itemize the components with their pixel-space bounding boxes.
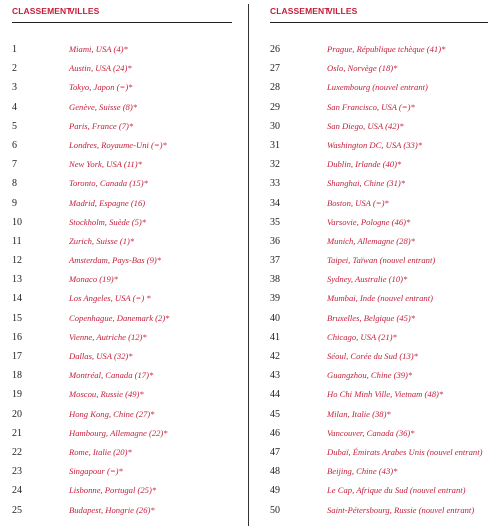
- column-header: [270, 6, 488, 18]
- rank-number: 1: [12, 44, 17, 55]
- city-name: Dallas, USA (32)*: [69, 351, 133, 361]
- city-name: Rome, Italie (20)*: [69, 446, 132, 457]
- header-rank-label: CLASSEMENT: [270, 6, 330, 16]
- rank-number: 37: [270, 255, 280, 267]
- ranking-row: [270, 43, 488, 62]
- rank-number: 43: [270, 370, 280, 382]
- ranking-row: [270, 388, 488, 407]
- city-name: Los Angeles, USA (=) *: [69, 293, 151, 304]
- ranking-row: [270, 81, 488, 100]
- city-name: San Diego, USA (42)*: [327, 120, 404, 131]
- rank-number: 17: [12, 351, 22, 362]
- ranking-row: [270, 120, 488, 139]
- rank-number: 2: [12, 63, 17, 75]
- rank-number: 10: [12, 216, 22, 228]
- city-name: Moscou, Russie (49)*: [69, 389, 144, 400]
- rank-number: 39: [270, 293, 280, 305]
- city-name: Boston, USA (=)*: [327, 197, 389, 208]
- ranking-row: [270, 465, 488, 484]
- rank-number: 6: [12, 139, 17, 151]
- ranking-column-right: [270, 0, 488, 530]
- rank-number: 46: [270, 427, 280, 439]
- rank-number: 35: [270, 216, 280, 228]
- ranking-row: [270, 216, 488, 235]
- ranking-row: [270, 331, 488, 350]
- rank-number: 36: [270, 235, 280, 247]
- city-name: Dubaï, Émirats Arabes Unis (nouvel entrant): [327, 446, 483, 457]
- city-name: Hambourg, Allemagne (22)*: [69, 427, 168, 438]
- ranking-row: [270, 197, 488, 216]
- city-name: Lisbonne, Portugal (25)*: [69, 485, 157, 496]
- ranking-column-left: [12, 0, 232, 530]
- city-name: Munich, Allemagne (28)*: [327, 235, 415, 246]
- ranking-row: [12, 504, 232, 523]
- city-name: San Francisco, USA (=)*: [327, 101, 415, 112]
- city-name: Stockholm, Suède (5)*: [69, 216, 147, 227]
- ranking-row: [12, 484, 232, 503]
- ranking-row: [270, 62, 488, 81]
- ranking-row: [12, 139, 232, 158]
- ranking-row: [12, 388, 232, 407]
- ranking-list-right: [270, 43, 488, 523]
- ranking-list-left: [12, 43, 232, 523]
- rank-number: 9: [12, 197, 17, 209]
- ranking-row: [270, 427, 488, 446]
- rank-number: 12: [12, 255, 22, 267]
- rank-number: 30: [270, 120, 280, 132]
- city-name: Londres, Royaume-Uni (=)*: [69, 139, 167, 150]
- ranking-row: [12, 331, 232, 350]
- city-name: Séoul, Corée du Sud (13)*: [327, 351, 418, 361]
- ranking-row: [12, 254, 232, 273]
- header-city-label: VILLES: [327, 6, 358, 16]
- city-name: Budapest, Hongrie (26)*: [69, 504, 155, 515]
- ranking-row: [12, 427, 232, 446]
- ranking-row: [12, 446, 232, 465]
- city-name: Dublin, Irlande (40)*: [327, 159, 402, 170]
- ranking-row: [12, 62, 232, 81]
- ranking-row: [270, 369, 488, 388]
- city-name: Saint-Pétersbourg, Russie (nouvel entrant): [327, 504, 475, 515]
- city-name: Sydney, Australie (10)*: [327, 274, 408, 285]
- ranking-row: [12, 81, 232, 100]
- ranking-row: [12, 369, 232, 388]
- rank-number: 25: [12, 504, 22, 516]
- ranking-row: [12, 408, 232, 427]
- rank-number: 5: [12, 120, 17, 132]
- rank-number: 15: [12, 312, 22, 324]
- rank-number: 7: [12, 159, 17, 171]
- city-name: Le Cap, Afrique du Sud (nouvel entrant): [327, 485, 466, 496]
- rank-number: 24: [12, 485, 22, 497]
- ranking-row: [12, 350, 232, 369]
- city-name: Beijing, Chine (43)*: [327, 466, 398, 477]
- rank-number: 33: [270, 178, 280, 190]
- header-rule: [270, 22, 488, 23]
- city-name: Bruxelles, Belgique (45)*: [327, 312, 416, 323]
- rank-number: 4: [12, 101, 17, 113]
- city-name: Singapour (=)*: [69, 466, 123, 477]
- city-name: Guangzhou, Chine (39)*: [327, 370, 413, 381]
- ranking-row: [270, 504, 488, 523]
- city-name: Madrid, Espagne (16): [69, 197, 146, 208]
- city-name: Vienne, Autriche (12)*: [69, 331, 147, 342]
- ranking-row: [270, 484, 488, 503]
- rank-number: 16: [12, 331, 22, 343]
- ranking-row: [270, 408, 488, 427]
- rank-number: 21: [12, 427, 22, 439]
- header-city-label: VILLES: [69, 6, 100, 16]
- ranking-row: [270, 312, 488, 331]
- city-name: Oslo, Norvège (18)*: [327, 63, 398, 74]
- rank-number: 42: [270, 351, 280, 362]
- rank-number: 20: [12, 408, 22, 420]
- city-name: Zurich, Suisse (1)*: [69, 235, 135, 246]
- ranking-row: [12, 158, 232, 177]
- ranking-row: [270, 158, 488, 177]
- rank-number: 28: [270, 82, 280, 94]
- city-name: Shanghai, Chine (31)*: [327, 178, 406, 189]
- ranking-row: [270, 177, 488, 196]
- rank-number: 29: [270, 101, 280, 113]
- ranking-row: [12, 216, 232, 235]
- rank-number: 8: [12, 178, 17, 190]
- ranking-row: [12, 465, 232, 484]
- rank-number: 48: [270, 466, 280, 478]
- city-name: Genève, Suisse (8)*: [69, 101, 138, 112]
- ranking-row: [12, 235, 232, 254]
- city-name: Vancouver, Canada (36)*: [327, 427, 415, 438]
- ranking-row: [12, 101, 232, 120]
- rank-number: 26: [270, 44, 280, 55]
- rank-number: 38: [270, 274, 280, 286]
- city-name: Prague, République tchèque (41)*: [327, 44, 446, 54]
- rank-number: 18: [12, 370, 22, 382]
- ranking-row: [12, 120, 232, 139]
- rank-number: 27: [270, 63, 280, 75]
- header-rule: [12, 22, 232, 23]
- rank-number: 32: [270, 159, 280, 171]
- ranking-row: [270, 446, 488, 465]
- ranking-row: [270, 273, 488, 292]
- rank-number: 50: [270, 504, 280, 516]
- ranking-row: [12, 197, 232, 216]
- city-name: Tokyo, Japon (=)*: [69, 82, 133, 93]
- city-name: Taipei, Taïwan (nouvel entrant): [327, 255, 436, 266]
- city-name: Milan, Italie (38)*: [327, 408, 391, 419]
- rank-number: 23: [12, 466, 22, 478]
- city-name: Monaco (19)*: [69, 274, 118, 285]
- city-name: Mumbai, Inde (nouvel entrant): [327, 293, 433, 304]
- ranking-row: [270, 235, 488, 254]
- ranking-row: [270, 101, 488, 120]
- rank-number: 22: [12, 446, 22, 458]
- city-name: Austin, USA (24)*: [69, 63, 132, 74]
- city-name: Miami, USA (4)*: [69, 44, 128, 54]
- ranking-row: [12, 177, 232, 196]
- rank-number: 49: [270, 485, 280, 497]
- rank-number: 34: [270, 197, 280, 209]
- column-divider: [248, 4, 249, 526]
- rank-number: 47: [270, 446, 280, 458]
- ranking-row: [12, 312, 232, 331]
- city-name: Montréal, Canada (17)*: [69, 370, 154, 381]
- city-name: Ho Chi Minh Ville, Vietnam (48)*: [327, 389, 444, 400]
- rank-number: 13: [12, 274, 22, 286]
- city-name: New York, USA (11)*: [69, 159, 142, 170]
- city-name: Paris, France (7)*: [69, 120, 134, 131]
- city-name: Varsovie, Pologne (46)*: [327, 216, 411, 227]
- ranking-row: [270, 350, 488, 369]
- rank-number: 44: [270, 389, 280, 401]
- ranking-row: [270, 254, 488, 273]
- city-name: Amsterdam, Pays-Bas (9)*: [69, 255, 162, 266]
- ranking-row: [270, 139, 488, 158]
- city-name: Washington DC, USA (33)*: [327, 139, 423, 150]
- rank-number: 31: [270, 139, 280, 151]
- rank-number: 41: [270, 331, 280, 343]
- ranking-row: [12, 43, 232, 62]
- city-name: Hong Kong, Chine (27)*: [69, 408, 155, 419]
- ranking-row: [12, 273, 232, 292]
- rank-number: 11: [12, 235, 22, 247]
- city-name: Toronto, Canada (15)*: [69, 178, 148, 189]
- rank-number: 19: [12, 389, 22, 401]
- rank-number: 45: [270, 408, 280, 420]
- city-name: Copenhague, Danemark (2)*: [69, 312, 170, 323]
- ranking-row: [270, 292, 488, 311]
- city-name: Chicago, USA (21)*: [327, 331, 397, 342]
- rank-number: 14: [12, 293, 22, 305]
- rank-number: 3: [12, 82, 17, 94]
- header-rank-label: CLASSEMENT: [12, 6, 72, 16]
- city-name: Luxembourg (nouvel entrant): [327, 82, 428, 93]
- column-header: [12, 6, 232, 18]
- rank-number: 40: [270, 312, 280, 324]
- ranking-row: [12, 292, 232, 311]
